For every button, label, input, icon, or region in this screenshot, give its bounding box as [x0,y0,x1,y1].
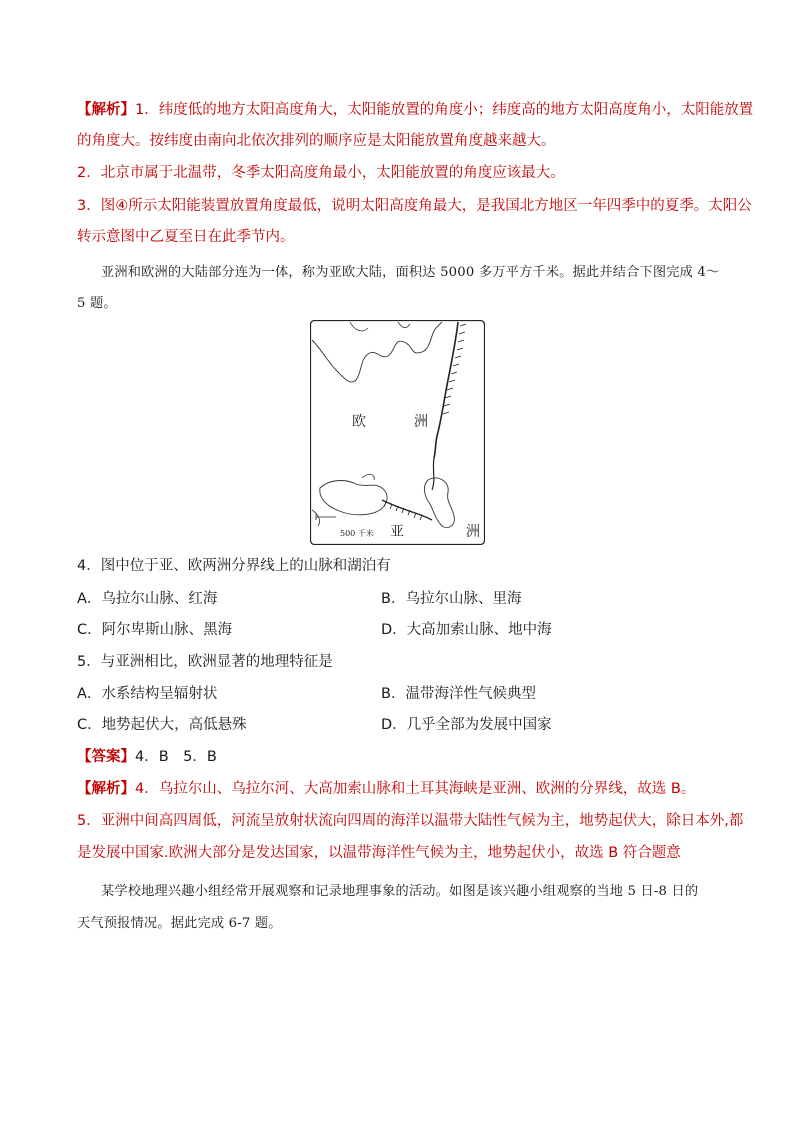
answer-text: 4．B 5．B [135,749,217,765]
option-a: A．乌拉尔山脉、红海 [77,591,218,607]
map-label-asia: 亚 [390,524,404,540]
analysis-tag: 【解析】 [77,781,135,797]
question-intro: 5 题。 [77,296,117,311]
answer-tag: 【答案】 [77,749,135,765]
question-stem: 4．图中位于亚、欧两洲分界线上的山脉和湖泊有 [77,558,391,574]
map-label-europe: 洲 [414,414,428,430]
analysis-text: 4．乌拉尔山、乌拉尔河、大高加索山脉和土耳其海峡是亚洲、欧洲的分界线，故选 B。 [135,781,696,797]
question-stem: 5．与亚洲相比，欧洲显著的地理特征是 [77,654,333,670]
analysis-text: 3．图④所示太阳能装置放置角度最低，说明太阳高度角最大，是我国北方地区一年四季中的夏季。太阳公 [77,198,752,214]
map-label-europe: 欧 [352,414,366,430]
question-intro: 天气预报情况。据此完成 6-7 题。 [77,916,282,931]
analysis-line [77,100,753,120]
option-c: C．阿尔卑斯山脉、黑海 [77,622,233,638]
option-a: A．水系结构呈辐射状 [77,686,218,702]
analysis-text: 2．北京市属于北温带，冬季太阳高度角最小，太阳能放置的角度应该最大。 [77,165,565,181]
map-scale: 500 千米 [340,529,374,538]
analysis-text: 转示意图中乙夏至日在此季节内。 [77,229,295,245]
europe-map-figure [310,320,485,545]
option-b: B．温带海洋性气候典型 [381,686,536,702]
option-b: B．乌拉尔山脉、里海 [381,591,522,607]
analysis-text: 5．亚洲中间高四周低，河流呈放射状流向四周的海洋以温带大陆性气候为主，地势起伏大，除日本外,都 [77,813,744,829]
analysis-tag: 【解析】 [77,102,135,118]
option-c: C．地势起伏大，高低悬殊 [77,717,247,733]
option-d: D．几乎全部为发展中国家 [381,717,552,733]
analysis-line [77,779,695,799]
option-d: D．大高加索山脉、地中海 [381,622,552,638]
answer-line [77,747,217,767]
question-intro: 亚洲和欧洲的大陆部分连为一体，称为亚欧大陆，面积达 5000 多万平方千米。据此并结合下图完成 4～ [101,265,720,280]
analysis-text: 是发展中国家.欧洲大部分是发达国家，以温带海洋性气候为主，地势起伏小，故选 B 符合题意 [77,845,681,861]
analysis-text: 1．纬度低的地方太阳高度角大，太阳能放置的角度小；纬度高的地方太阳高度角小，太阳能放置 [135,102,754,118]
question-intro: 某学校地理兴趣小组经常开展观察和记录地理事象的活动。如图是该兴趣小组观察的当地 5 日-8 日的 [101,884,699,899]
analysis-text: 的角度大。按纬度由南向北依次排列的顺序应是太阳能放置角度越来越大。 [77,133,556,149]
map-label-asia: 洲 [466,524,480,540]
